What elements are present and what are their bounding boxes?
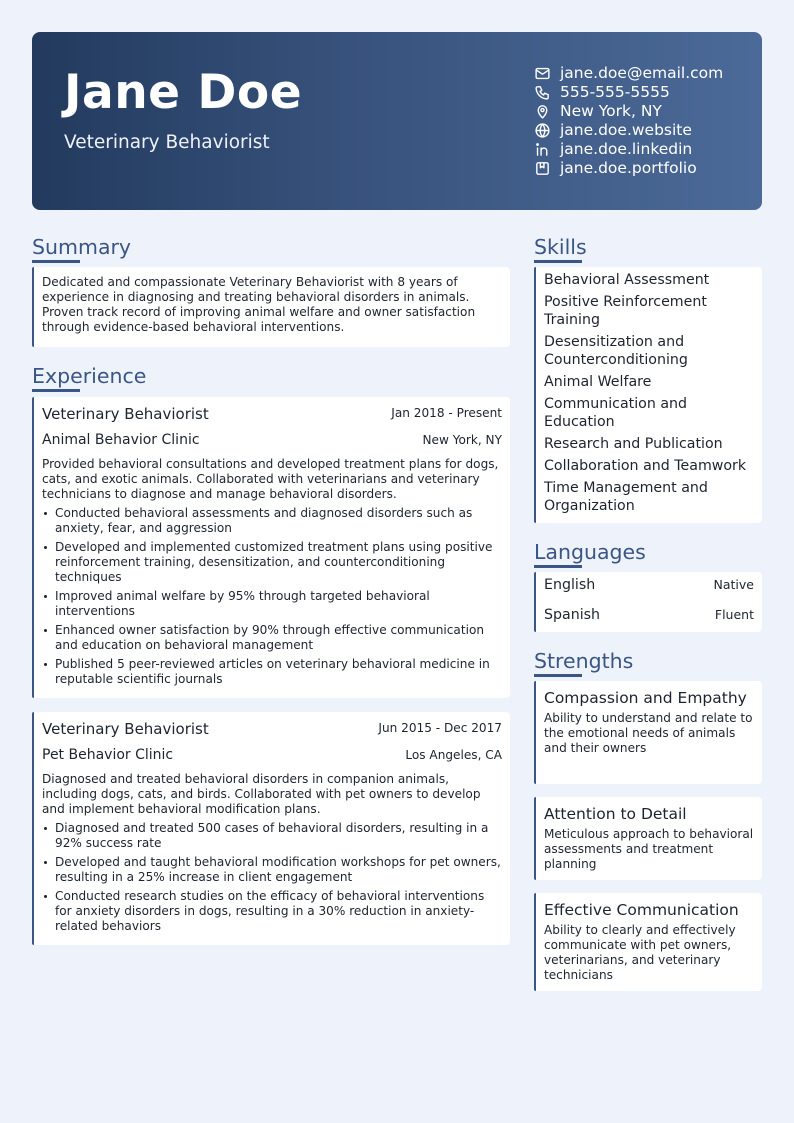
strength-title: Effective Communication	[544, 901, 739, 919]
job-dates: Jun 2015 - Dec 2017	[378, 721, 502, 735]
skill-item: Collaboration and Teamwork	[544, 458, 747, 474]
contact-list	[534, 64, 723, 178]
contact-location-text: New York, NY	[560, 102, 662, 120]
experience-heading: Experience	[32, 364, 147, 388]
strength-text: Ability to understand and relate to the emotional needs of animals and their owners	[544, 711, 753, 755]
skill-item: Animal Welfare	[544, 374, 652, 390]
globe-icon	[534, 122, 551, 139]
job-card	[32, 397, 510, 698]
job-company: Pet Behavior Clinic	[42, 747, 174, 763]
achievement-item: Conducted behavioral assessments and diagnosed disorders such as anxiety, fear, and aggression	[42, 506, 502, 536]
job-company: Animal Behavior Clinic	[42, 432, 200, 448]
skills-list	[544, 271, 758, 519]
strength-text: Ability to clearly and effectively communicate with pet owners, veterinarians, and veterinary technicians	[544, 923, 736, 982]
summary-text: Dedicated and compassionate Veterinary Behaviorist with 8 years of experience in diagnosing and treating behavioral disorders in animals. Proven track record of improving animal welfare and owner satisfaction through evidence-based behavioral interventions.	[42, 275, 476, 334]
job-achievements	[42, 506, 502, 691]
achievement-item: Published 5 peer-reviewed articles on veterinary behavioral medicine in reputable scientific journals	[42, 657, 502, 687]
skills-card	[534, 267, 762, 523]
language-row	[544, 576, 754, 594]
contact-linkedin[interactable]	[534, 140, 723, 159]
skill-item: Positive Reinforcement Training	[544, 294, 707, 328]
summary-heading: Summary	[32, 235, 132, 259]
achievement-item: Developed and implemented customized treatment plans using positive reinforcement training, desensitization, and counterconditioning techniques	[42, 540, 502, 585]
candidate-role: Veterinary Behaviorist	[64, 132, 270, 153]
language-name: English	[544, 577, 596, 593]
location-icon	[534, 103, 551, 120]
contact-website-text: jane.doe.website	[560, 121, 692, 139]
contact-website[interactable]	[534, 121, 723, 140]
skill-item: Time Management and Organization	[544, 480, 708, 514]
achievement-item: Diagnosed and treated 500 cases of behavioral disorders, resulting in a 92% success rate	[42, 821, 502, 851]
summary-heading-rule	[32, 260, 80, 263]
job-description: Diagnosed and treated behavioral disorders in companion animals, including dogs, cats, and birds. Collaborated with pet owners to develop and implement behavioral modification plans.	[42, 772, 481, 816]
achievement-item: Developed and taught behavioral modification workshops for pet owners, resulting in a 25% increase in client engagement	[42, 855, 502, 885]
job-card	[32, 712, 510, 945]
experience-heading-rule	[32, 389, 80, 392]
job-dates: Jan 2018 - Present	[391, 406, 502, 420]
language-level: Native	[713, 577, 754, 592]
phone-icon	[534, 84, 551, 101]
skill-item: Desensitization and Counterconditioning	[544, 334, 688, 368]
contact-location	[534, 102, 723, 121]
job-achievements	[42, 821, 502, 938]
resume-header	[32, 32, 762, 210]
languages-card	[534, 572, 762, 632]
language-row	[544, 606, 754, 624]
job-title: Veterinary Behaviorist	[42, 720, 209, 738]
skills-heading: Skills	[534, 235, 587, 259]
strength-title: Compassion and Empathy	[544, 689, 747, 707]
job-title: Veterinary Behaviorist	[42, 405, 209, 423]
job-description: Provided behavioral consultations and developed treatment plans for dogs, cats, and exotic animals. Collaborated with veterinarians and veterinary technicians to diagnose and manage behavioral disorders.	[42, 457, 499, 501]
achievement-item: Enhanced owner satisfaction by 90% through effective communication and education on behavioral management	[42, 623, 502, 653]
strengths-heading: Strengths	[534, 649, 634, 673]
candidate-name: Jane Doe	[64, 65, 303, 120]
contact-phone-text: 555-555-5555	[560, 83, 670, 101]
skill-item: Behavioral Assessment	[544, 272, 710, 288]
contact-portfolio[interactable]	[534, 159, 723, 178]
language-name: Spanish	[544, 607, 601, 623]
strength-title: Attention to Detail	[544, 805, 687, 823]
contact-email-text: jane.doe@email.com	[560, 64, 724, 82]
portfolio-icon	[534, 160, 551, 177]
contact-linkedin-text: jane.doe.linkedin	[560, 140, 693, 158]
languages-heading-rule	[534, 565, 582, 568]
strengths-heading-rule	[534, 674, 582, 677]
strength-card	[534, 681, 762, 784]
job-location: New York, NY	[422, 433, 502, 447]
skill-item: Research and Publication	[544, 436, 723, 452]
job-location: Los Angeles, CA	[405, 748, 502, 762]
contact-phone[interactable]	[534, 83, 723, 102]
contact-portfolio-text: jane.doe.portfolio	[560, 159, 697, 177]
achievement-item: Improved animal welfare by 95% through targeted behavioral interventions	[42, 589, 502, 619]
strength-card	[534, 797, 762, 880]
skill-item: Communication and Education	[544, 396, 688, 430]
contact-email[interactable]	[534, 64, 723, 83]
language-level: Fluent	[714, 607, 754, 622]
skills-heading-rule	[534, 260, 582, 263]
linkedin-icon	[534, 141, 551, 158]
strength-card	[534, 893, 762, 991]
languages-heading: Languages	[534, 540, 646, 564]
strength-text: Meticulous approach to behavioral assessments and treatment planning	[544, 827, 754, 871]
mail-icon	[534, 65, 551, 82]
achievement-item: Conducted research studies on the efficacy of behavioral interventions for anxiety disorders in dogs, resulting in a 30% reduction in anxiety-related behaviors	[42, 889, 502, 934]
summary-card	[32, 267, 510, 347]
